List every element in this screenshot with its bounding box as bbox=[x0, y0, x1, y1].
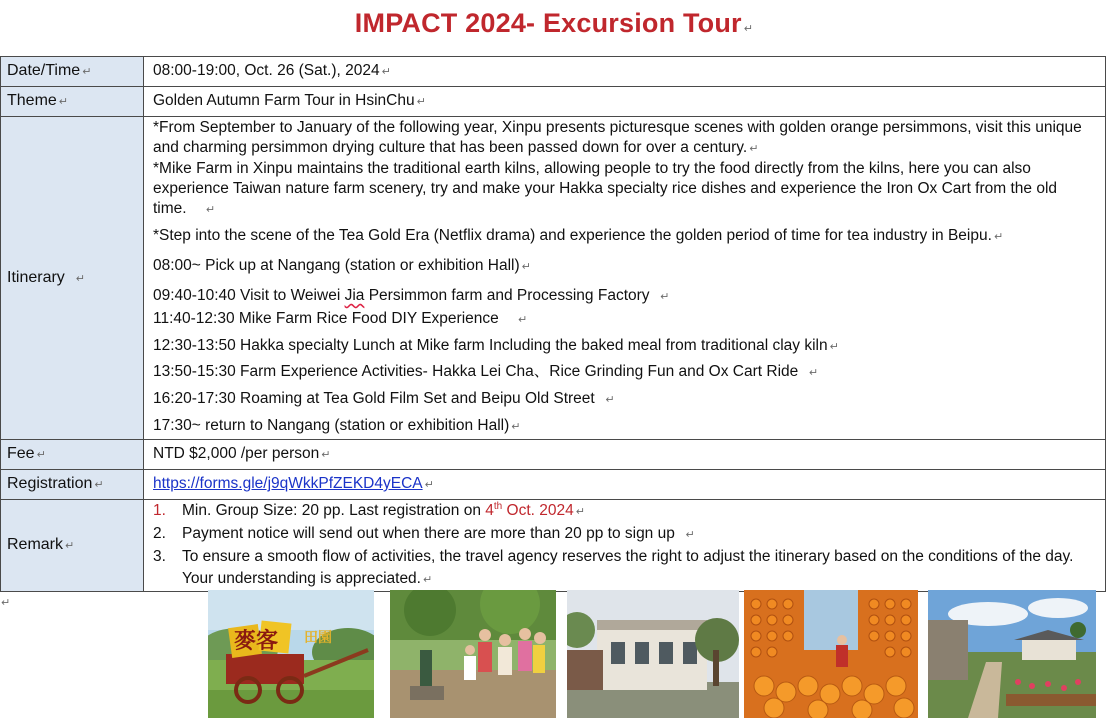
remark-content bbox=[144, 500, 1106, 592]
remark-item: 3. To ensure a smooth flow of activities, the travel agency reserves the right to adjust the itinerary based on the conditions of the day. Your understanding is appreciated. ↵ bbox=[153, 548, 1074, 587]
remark-item: 1. Min. Group Size: 20 pp. Last registration on 4th Oct. 2024 ↵ bbox=[153, 501, 585, 519]
photo-strip bbox=[0, 590, 1108, 720]
fee-label: Fee ↵ bbox=[1, 440, 144, 470]
schedule-item: 09:40-10:40 Visit to Weiwei Jia Persimmon farm and Processing Factory ↵ bbox=[153, 287, 670, 304]
date-value: 08:00-19:00, Oct. 26 (Sat.), 2024 ↵ bbox=[144, 57, 1106, 87]
registration-value: https://forms.gle/j9qWkkPfZEKD4yECA ↵ bbox=[144, 470, 1106, 500]
schedule-item: 11:40-12:30 Mike Farm Rice Food DIY Experience ↵ bbox=[153, 310, 528, 327]
itinerary-intro-2: *Mike Farm in Xinpu maintains the traditional earth kilns, allowing people to try the food directly from the kilns, here you can also experience Taiwan nature farm scenery, try and make your Hakka specialty rice dishes and experience the Iron Ox Cart from the old time. ↵ bbox=[153, 160, 1058, 217]
row-registration bbox=[1, 470, 1106, 500]
row-theme bbox=[1, 87, 1106, 117]
row-remark bbox=[1, 500, 1106, 592]
schedule-item: 17:30~ return to Nangang (station or exhibition Hall) ↵ bbox=[153, 417, 521, 434]
garden-photo bbox=[928, 590, 1096, 718]
remark-item: 2. Payment notice will send out when there are more than 20 pp to sign up ↵ bbox=[153, 525, 695, 542]
theme-label: Theme ↵ bbox=[1, 87, 144, 117]
itinerary-content bbox=[144, 117, 1106, 440]
registration-label: Registration ↵ bbox=[1, 470, 144, 500]
sign-text: 麥客 bbox=[234, 629, 279, 654]
row-date bbox=[1, 57, 1106, 87]
paragraph-mark: ↵ bbox=[1, 597, 11, 609]
farm-sign-photo bbox=[208, 590, 374, 718]
persimmon-drying-photo bbox=[744, 590, 918, 718]
date-label: Date/Time ↵ bbox=[1, 57, 144, 87]
sign-text: 田園 bbox=[304, 630, 332, 646]
excursion-table bbox=[0, 56, 1106, 592]
page-title: IMPACT 2024- Excursion Tour ↵ bbox=[354, 8, 754, 38]
schedule-item: 12:30-13:50 Hakka specialty Lunch at Mike farm Including the baked meal from traditional clay kiln ↵ bbox=[153, 337, 839, 354]
schedule-item: 16:20-17:30 Roaming at Tea Gold Film Set and Beipu Old Street ↵ bbox=[153, 390, 615, 407]
theme-value: Golden Autumn Farm Tour in HsinChu ↵ bbox=[144, 87, 1106, 117]
old-building-photo bbox=[567, 590, 739, 718]
row-itinerary bbox=[1, 117, 1106, 440]
children-pump-photo bbox=[390, 590, 556, 718]
remark-list bbox=[153, 500, 1099, 591]
remark-label: Remark ↵ bbox=[1, 500, 144, 592]
itinerary-intro-3: *Step into the scene of the Tea Gold Era (Netflix drama) and experience the golden period of time for tea industry in Beipu. ↵ bbox=[153, 227, 1004, 244]
schedule-item: 13:50-15:30 Farm Experience Activities- Hakka Lei Cha、Rice Grinding Fun and Ox Cart Ride ↵ bbox=[153, 363, 819, 380]
registration-link[interactable]: https://forms.gle/j9qWkkPfZEKD4yECA bbox=[153, 475, 423, 492]
itinerary-label: Itinerary ↵ bbox=[1, 117, 144, 440]
fee-value: NTD $2,000 /per person ↵ bbox=[144, 440, 1106, 470]
row-fee bbox=[1, 440, 1106, 470]
itinerary-intro-1: *From September to January of the following year, Xinpu presents picturesque scenes with golden orange persimmons, visit this unique and charming persimmon drying culture that has been passed down for over a century. ↵ bbox=[153, 119, 1082, 156]
schedule-item: 08:00~ Pick up at Nangang (station or exhibition Hall) ↵ bbox=[153, 257, 531, 274]
